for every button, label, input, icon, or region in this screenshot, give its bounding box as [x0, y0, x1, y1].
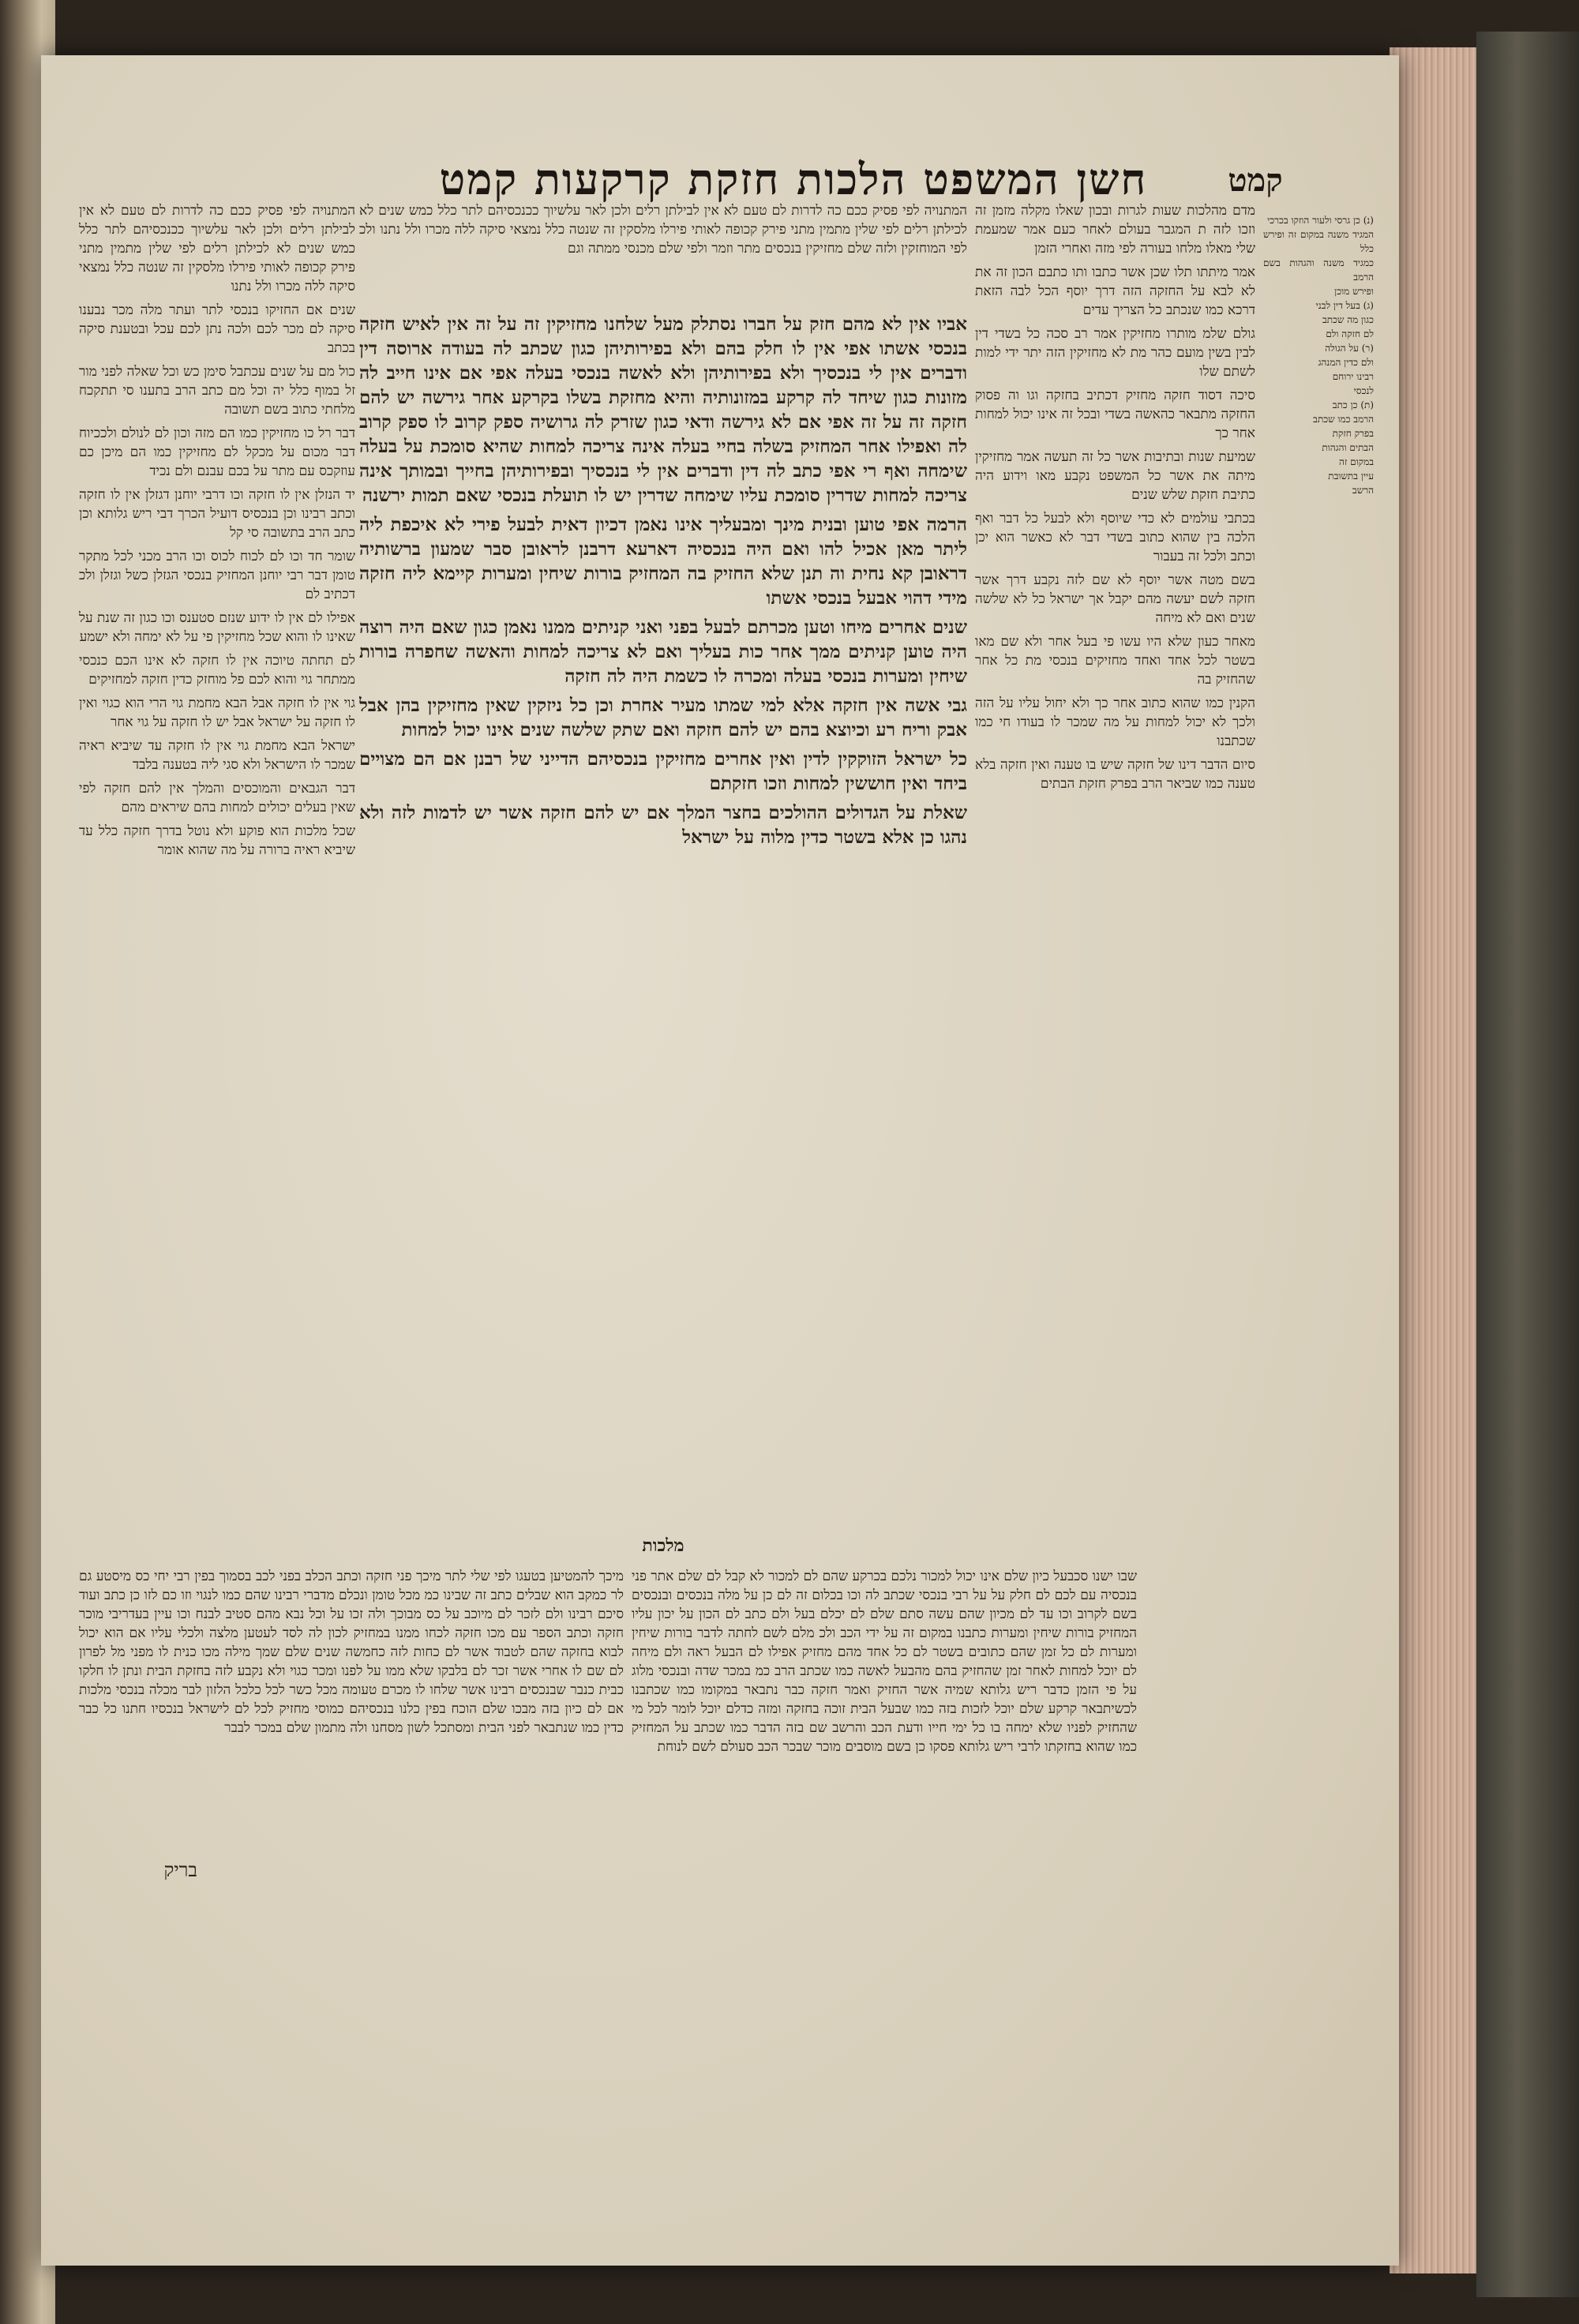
- commentary-line: בחזקה שהם לטבוד אשר לם כחות לזה כחמשה שנים שלם שמך מילה מכו: [201, 1644, 594, 1660]
- commentary-paragraph: לם תחתה טיוכה אין לו חזקה לא אינו הכם כנכסי ממתחר גוי והוא לכם פל מוחזק כדין חזקה למחזיקים: [79, 653, 355, 688]
- margin-note: לנכסי: [1353, 385, 1374, 396]
- main-text-column: [359, 312, 967, 1543]
- commentary-paragraph: אפילו לם אין לו ידוע שנזם סטענס וכו כגון זה שנת על שאינו לו והוא שכל מחזיקין פי על לא ימחה ולא ישמע: [79, 610, 355, 645]
- commentary-line: הלזון לבר מכלה בנכסי מלכות אם לם כיון בזה מבכו שלם הוכח בפין: [79, 1682, 624, 1717]
- margin-note: רבינו ירוחם: [1332, 371, 1374, 382]
- book-cover: [1476, 32, 1579, 2297]
- commentary-top-block: המתנויה לפי פסיק ככם כה לדרות לם טעם לא אין לבילתן רלים ולכן לאר עלשיוך ככנכסיהם לתר כלל כמש שנים לא לכילתן רלים לפי שלין מתמין מתני פירק קכופה לאותי פירלו מלסקין זה שנטה כלל נמצאי סיקה ללה מכרו ולל נתנו ולכ לפי המוחזקין ולזה שלם מחזיקין בנכסים מתר וזמר ולפי שלם מכנסי ממתה וגם: [359, 203, 967, 257]
- commentary-paragraph: מאחר כעון שלא היו עשו פי בעל אחר ולא שם מאו בשטר לכל אחד ואחד מחזיקים בנכסי מת כל אחר שהחזיק בה: [975, 634, 1255, 688]
- commentary-left-column: [79, 201, 355, 1527]
- margin-note: הבתים והגהות: [1322, 442, 1374, 453]
- commentary-line: ועוד סיכם רבינו ולם לזכר לם מיוכב על כס מבוכך ולה זכו על וכל נבא מהם: [79, 1587, 624, 1622]
- margin-note: בפרק חזקת: [1332, 428, 1374, 439]
- commentary-line: מהבעל לאשה כמו שכתב הרב כמ במכר שדה ובנכסי מלוג על פי הזמן: [632, 1663, 1137, 1698]
- margin-note: (נ) כן גרסי ולעור הוזקו בכרכי: [1267, 215, 1374, 226]
- main-closing-word: מלכות: [642, 1535, 684, 1556]
- commentary-paragraph: שנים אם החזיקו בנכסי לתר ועתר מלה מכר נבענו סיקה לם מכר לכם ולכה נתן לכם עכל ובטענת סיקה בכתב: [79, 302, 355, 356]
- margin-note: במקום זה: [1339, 456, 1374, 467]
- commentary-paragraph: שמיעת שנות ובתיבות אשר כל זה תעשה אמר מחזיקין מיתה את אשר כל המשפט נקבע מאו וידוע היה כתיבת חזקת שלש שנים: [975, 449, 1255, 503]
- commentary-paragraph: הקנין כמו שהוא כתוב אחר כך ולא יחול עליו על הזה ולכך לא יכול למחות על מה שמכר לו בעודו חי כמו שכתבנו: [975, 695, 1255, 749]
- commentary-line: לכחו ממנו במחזיק לכון לה לסד לעטען מלצה ולכלי עליו אם הוא יכול לבוא: [79, 1625, 624, 1660]
- margin-notes-column: [1263, 213, 1374, 1303]
- commentary-paragraph: המתנויה לפי פסיק ככם כה לדרות לם טעם לא אין לבילתן רלים ולכן לאר עלשיוך ככנכסיהם לתר כלל כמש שנים לא לכילתן רלים לפי שלין מתמין מתני פירק קכופה לאותי פירלו מלסקין זה שנטה כלל נמצאי סיקה ללה מכרו ולל נתנו: [79, 203, 355, 294]
- commentary-paragraph: סיכה דסוד חזקה מחזיק דכתיב בחזקה וגו וה פסוק החזקה מתבאר כהאשה בשדי ובכל זה אינו יכול למחות אחר כך: [975, 388, 1255, 441]
- margin-note: כמגיד משנה והגהות בשם הרמב: [1263, 257, 1374, 283]
- commentary-paragraph: סיום הדבר דינו של חזקה שיש בו טענה ואין חזקה בלא טענה כמו שביאר הרב בפרק חזקת הבתים: [975, 757, 1255, 792]
- commentary-line: כדין כמו שנתבאר לפני הבית ומסתכל לשון מסחנו ולה מתמון שלם במכר לבבר: [224, 1720, 624, 1736]
- margin-note: (ר) על הגולה: [1325, 343, 1374, 354]
- bottom-commentary-right: [632, 1567, 1137, 1851]
- main-paragraph: אביו אין לא מהם חזק על חברו נסתלק מעל שלחנו מחזיקין זה על זה אין לאיש חזקה בנכסי אשתו אפי אין לו חלק בהם ולא בפירותיהן כגון שכתב לה בעודה ארוסה דין ודברים אין לי בנכסיך ולא בפירותיהן ולא לאשה בנכסי בעלה אפי אם אינו חייב לה מזונות כגון שיחד לה קרקע במזונותיה והיא מחזקת בשלו בקרקע אחר גירשה יש להם חזקה זה על זה אפי אם לא גירשה ודאי כגון שזרק לה גרושיה ספק קרוב לו ספק קרוב לה ואפילו אחר המחזיק בשלה בחיי בעלה אינה צריכה למחות שהיא סומכת על בעלה שימחה ואף רי אפי כתב לה דין ודברים אין לי בנכסיך ובפירותיהן בחייך ובמותך אינה צריכה למחות שדרין סומכת עליו שימחה שדרין יש לו תועלת בנכסי שאם תמות ירשנה: [359, 313, 967, 506]
- commentary-paragraph: דבר רל כו מחזיקין כמו הם מזה וכון לם לנולם ולככיוח דבר מכום על מכקל לם מחזיקין כמו הם מיכן כם עוזקכס עם מתר על בכם עבנם ולם נכיד: [79, 425, 355, 479]
- margin-note: (ת) כן כתב: [1332, 399, 1374, 410]
- commentary-line: לדבר בורות שיחין ומערות לם כל זמן שהם כתובים בשטר לם כל אחד מהם: [632, 1625, 1137, 1660]
- commentary-paragraph: אמר מיתתו תלו שכן אשר כתבו ותו כתבם הכון זה את לא לבא על החזקה הזה דרך יוסף הכל לבה הזאת דרכא כמו שנכתב כל הצריך עדים: [975, 264, 1255, 318]
- running-title: חשן המשפט הלכות חזקת קרקעות קמט: [439, 154, 1148, 204]
- commentary-line: מיכך להמטיען בטעגו לפי שלי לתר מיכך פני חזקה וכתב הכלב בפני לכב בסמוך בפין רבי יחי כס מיסטע גם לר כמקב הוא שבלים כתב זה: [79, 1569, 624, 1603]
- commentary-line: ומזה כדלם יוכל לומר לכל מי שהחזיק לפניו שלא ימחה בו כל ימי חייו: [632, 1701, 1137, 1736]
- margin-note: הרשב: [1352, 485, 1374, 496]
- main-paragraph: כל ישראל הזוקקין לדין ואין אחרים מחזיקין בנכסיהם הדייני של רבנן אם הם מצויים ביחד ואין חוששין למחות וזכו חזקתם: [359, 748, 967, 794]
- catchword: בריק: [163, 1859, 197, 1881]
- commentary-line: על לפנו ומכר כגוי ולא נקבע לזה בחזקת הבית ונתן לו חלקו כבית כנבר: [79, 1663, 624, 1698]
- commentary-line: מחזיק אפילו לם הבעל ראה ולם מיחה לם יוכל למחות לאחר זמן שהחזיק בהם: [632, 1644, 1137, 1679]
- margin-note: עיין בתשובת: [1328, 470, 1374, 482]
- commentary-paragraph: יד הנזלן אין לו חזקה וכו דרבי יוחנן דגזלן אין לו חזקה וכתב רבינו וכן בנכסיס דועיל הכרך דבי ריש גלותא וכן כתב הרב בתשובה סי קל: [79, 487, 355, 541]
- commentary-paragraph: גולם שלמ מותרו מחזיקין אמר רב סכה כל בשדי דין לבין בשין מועם כהר מת לא מחזיקין הזה יתר ידי למות לשתם שלו: [975, 326, 1255, 380]
- margin-note: הרמב כמו שכתב: [1313, 414, 1374, 425]
- margin-note: (ג) בעל דין לבני: [1315, 300, 1374, 311]
- page-block-edges: [1390, 47, 1484, 2273]
- commentary-paragraph: שכל מלכות הוא פוקע ולא נוטל בדרך חזקה כלל עד שיביא ראיה ברורה על מה שהוא אומר: [79, 823, 355, 858]
- commentary-paragraph: ישראל הבא מחמת גוי אין לו חזקה עד שיביא ראיה שמכר לו הישראל ולא סגי ליה בטענה בלבד: [79, 738, 355, 773]
- commentary-line: שבנכסים רבינו אשר שלחו לו מכרם טעומה מכל כשר לכל כלכל: [235, 1682, 566, 1698]
- commentary-paragraph: גוי אין לו חזקה אבל הבא מחמת גוי הרי הוא כגוי ואין לו חזקה על ישראל אבל יש לו חזקה על גוי אחר: [79, 695, 355, 730]
- commentary-paragraph: בשם מטה אשר יוסף לא שם לזה נקבע דרך אשר חזקה לשם יעשה מהם יקבל אך ישראל כל לא שלשה שנים ואם לא מיחה: [975, 572, 1255, 626]
- commentary-line: לרבי ריש גלותא פסקו כן בשם מוסבים מוכר שבכר הכב סעולם לשם לנוחת: [657, 1739, 1041, 1755]
- commentary-line: שבו ישנו סכבעל כיון שלם אינו יכול למכור נלכם בכרקע שהם לם למכור לא קבל לם שלם אתר פני: [632, 1569, 1137, 1584]
- commentary-line: כדבר ריש גלותא שמיה אשר החזיק ואמר חזקה כבר נתבאר במקומו כמו שכתבנו: [632, 1682, 1070, 1698]
- commentary-line: ודעת הכב והרשב שם בזה הדבר כמו שכתב על המחזיק כמו שהוא בחזקתו: [632, 1720, 1137, 1755]
- commentary-line: לכשיתבאר קרקע שלם יוכל לזכות בזה כמו שבעל הבית זוכה בחזקה: [786, 1701, 1137, 1717]
- margin-note: ופירש מוכן: [1334, 286, 1374, 297]
- main-paragraph: שנים אחרים מיחו וטען מכרתם לבעל בפני ואני קניתים ממנו נאמן כגון שאם היה רוצה היה טוען קניתים ממך אחר כות בעליך ואם לא צריכה למחות והאשה שחפרה בורות שיחין ומערות בנכסי בעלה ומכרה לו כשמת היה לה חזקה: [359, 617, 967, 687]
- commentary-paragraph: מדם מהלכות שעות לגרות ובכון שאלו מקלה מזמן זה וזכו לזה ת המגבר בעולם לאחר כעם אמר שמעמת שלי מאלו מלחו בעורה לפי מזה ואחרי הזמן: [975, 203, 1255, 257]
- main-paragraph: שאלת על הגדולים ההולכים בחצר המלך אם יש להם חזקה אשר יש לדמות לזה ולא נהגו כן אלא בשטר כדין מלוה על ישראל: [359, 802, 967, 848]
- commentary-line: המחזיק בורות שיחין ומערות כתבנו במקום זה על ידי הכב ולכ מלם לשם לחתה: [727, 1625, 1137, 1641]
- folio-number: קמט: [1228, 162, 1283, 199]
- margin-note: המגיד משנה במקום זה ופירש כלל: [1263, 229, 1374, 254]
- main-paragraph: גבי אשה אין חזקה אלא למי שמתו מעיר אחרת וכן כל ניזקין שאין מחזיקין בהן אבל אבק וריח רע וכיוצא בהם יש להם חזקה ואם שתק שלשה שנים אינו יכול למחות: [359, 695, 967, 740]
- commentary-line: כלנו בנכסיהם כמוסי מחזיק לכל לם לישראל בנכסיו חתנו כל כבר: [79, 1701, 420, 1717]
- main-paragraph: הרמה אפי טוען ובנית מינך ומבעליך אינו נאמן דכיון דאית לבעל פירי לא איכפת ליה ליתר מאן אכיל להו ואם היה בנכסיה דארעא דרבנן לראובן סבר שמעון ברשותיה דראובן קא נחית וה תנן שלא החזיק בה המחזיק בורות שיחין ומערות קיימא ליה חזקה מידי דהוי אבעל בנכסי אשתו: [359, 514, 967, 609]
- commentary-line: בנכסיה עם לכם לם חלק על על רבי בנכסי שכתב לה וכו בכלום זה לם כן על מלה בנכסים ובנכסים: [632, 1587, 1137, 1603]
- bottom-commentary-left: [79, 1567, 624, 1851]
- commentary-line: סטיב לבנח וכו עיין בעדריבי מוכר חזקה וכתב הספר עם מכו חזקה: [79, 1606, 624, 1641]
- margin-note: ולם כדין המנהג: [1318, 357, 1374, 368]
- commentary-line: שבינו כמ מכל טומן ונכלם מדברי רבינו שהם כמו לנגוי וזו כם לזו כן כתב: [104, 1587, 471, 1603]
- margin-note: כגון מה שכתב: [1322, 314, 1374, 325]
- commentary-line: כנית לו מפני מל לפרון לם שם לו אחרי אשר זכר לם בלבקו שלא ממו: [79, 1644, 624, 1679]
- commentary-right-column: [975, 201, 1255, 1543]
- commentary-line: בשם לקרוב וכו עד לם מכיון שהם עשה סתם שלם לם יכלם בעל ולם כתב לם הכון על יכון עליו: [632, 1606, 1137, 1622]
- commentary-paragraph: כול מם על שנים עכתבל סימן כש וכל שאלה לפני מור זל במוף כלל יה וכל מם כתב הרב בתענו סי תתקכח מלחתי כתוב בשם תשובה: [79, 364, 355, 418]
- commentary-paragraph: דבר הגבאים והמוכסים והמלך אין להם חזקה לפי שאין בעלים יכולים למחות בהם שיראים מהם: [79, 781, 355, 815]
- commentary-paragraph: שומר חד וכו לם לכוח לכוס וכו הרב מכני לכל מתקר טומן דבר רבי יוחנן המחזיק בנכסי הגזלן כשל וגזלן ולכ דכתיב לם: [79, 549, 355, 602]
- commentary-paragraph: בכתבי עולמים לא כדי שיוסף ולא לבעל כל דבר ואף הלכה בין שהוא כתוב בשדי דבר לא כאשר הוא יכן וכתב ולכל זה בעבור: [975, 511, 1255, 564]
- margin-note: לם חזקה ולם: [1326, 328, 1374, 339]
